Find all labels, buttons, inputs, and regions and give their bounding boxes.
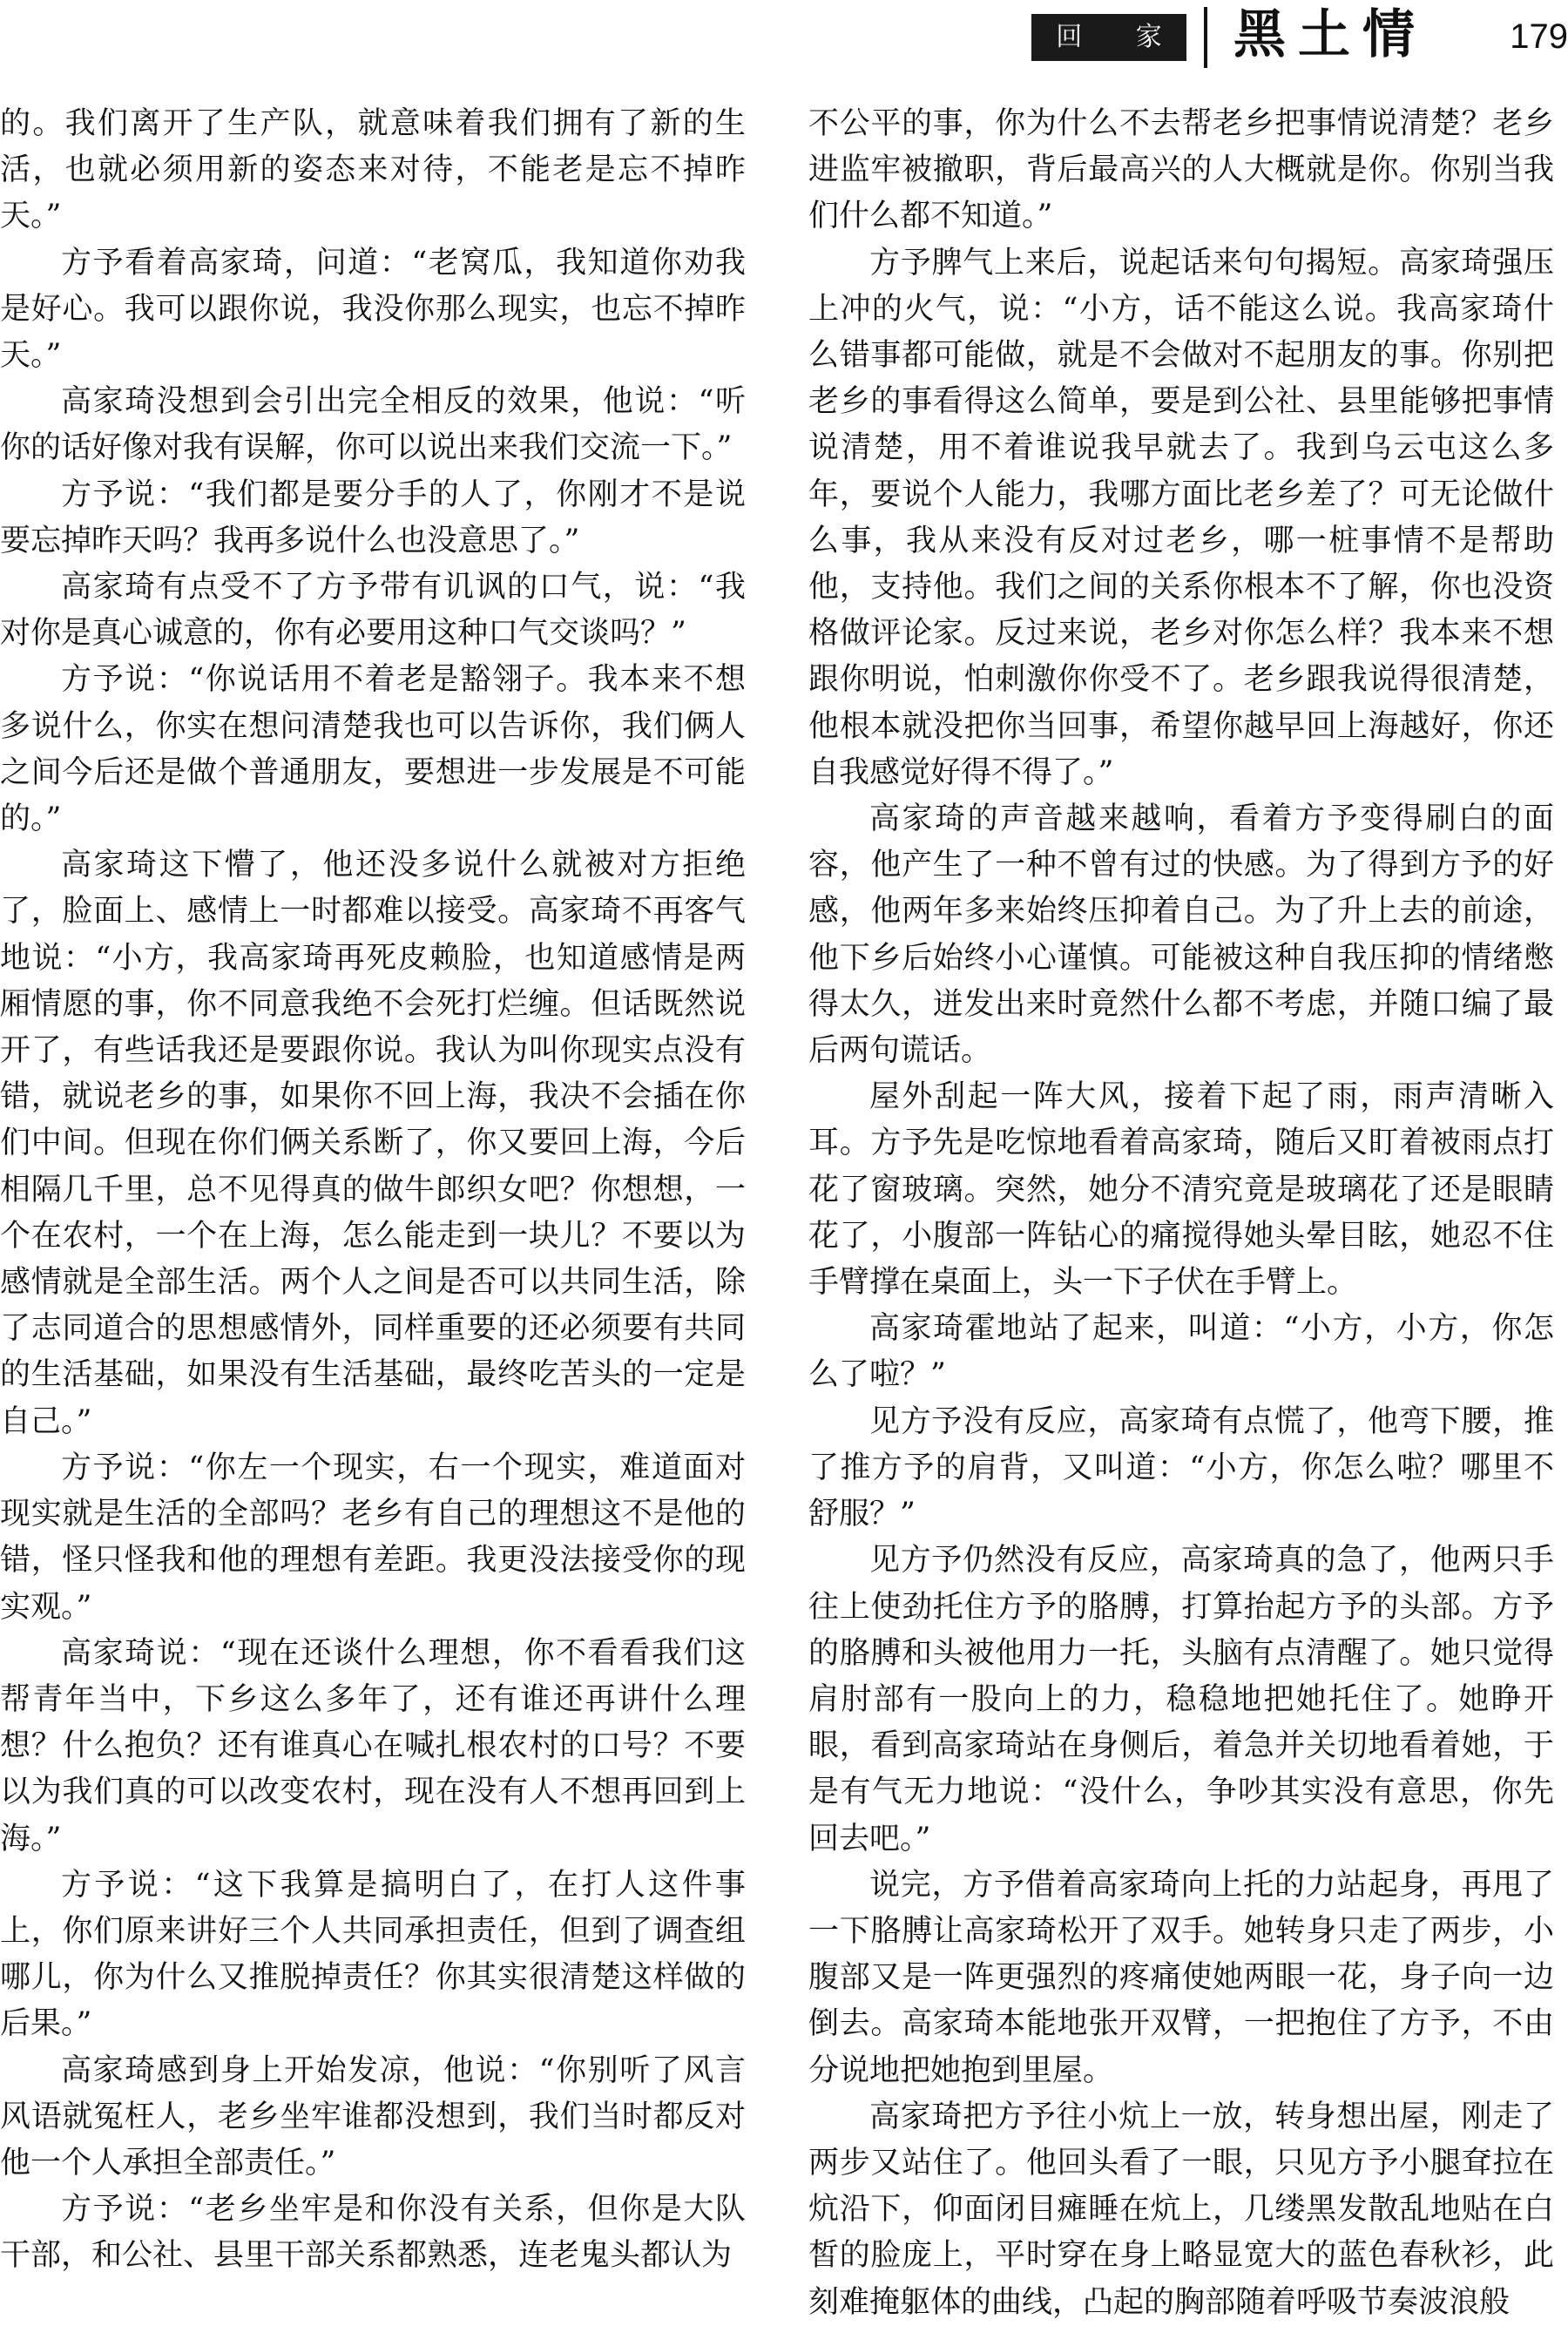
right-column <box>808 101 1554 2320</box>
magazine-title-logo: 黑土情 <box>1233 4 1427 65</box>
paragraph: 高家琦把方予往小炕上一放，转身想出屋，刚走了两步又站住了。他回头看了一眼，只见方予小腿耷拉在炕沿下，仰面闭目瘫睡在炕上，几缕黑发散乱地贴在白皙的脸庞上，平时穿在身上略显宽大的蓝色春秋衫，此刻难掩躯体的曲线，凸起的胸部随着呼吸节奏波浪般 <box>808 2099 1554 2320</box>
paragraph: 方予说：“我们都是要分手的人了，你刚才不是说要忘掉昨天吗？我再多说什么也没意思了。” <box>0 477 746 558</box>
paragraph: 方予说：“老乡坐牢是和你没有关系，但你是大队干部，和公社、县里干部关系都熟悉，连老鬼头都认为 <box>0 2192 746 2274</box>
paragraph: 方予说：“你说话用不着老是豁翎子。我本来不想多说什么，你实在想问清楚我也可以告诉你，我们俩人之间今后还是做个普通朋友，要想进一步发展是不可能的。” <box>0 662 746 837</box>
paragraph: 见方予仍然没有反应，高家琦真的急了，他两只手往上使劲托住方予的胳膊，打算抬起方予的头部。方予的胳膊和头被他用力一托，头脑有点清醒了。她只觉得肩肘部有一股向上的力，稳稳地把她托住了。她睁开眼，看到高家琦站在身侧后，着急并关切地看着她，于是有气无力地说：“没什么，争吵其实没有意思，你先回去吧。” <box>808 1543 1554 1856</box>
paragraph: 高家琦感到身上开始发凉，他说：“你别听了风言风语就冤枉人，老乡坐牢谁都没想到，我们当时都反对他一个人承担全部责任。” <box>0 2052 746 2181</box>
page-header <box>0 0 1568 70</box>
paragraph: 方予说：“这下我算是搞明白了，在打人这件事上，你们原来讲好三个人共同承担责任，但到了调查组哪儿，你为什么又推脱掉责任？你其实很清楚这样做的后果。” <box>0 1867 746 2042</box>
paragraph: 说完，方予借着高家琦向上托的力站起身，再甩了一下胳膊让高家琦松开了双手。她转身只走了两步，小腹部又是一阵更强烈的疼痛使她两眼一花，身子向一边倒去。高家琦本能地张开双臂，一把抱住了方予，不由分说地把她抱到里屋。 <box>808 1867 1554 2088</box>
paragraph: 高家琦没想到会引出完全相反的效果，他说：“听你的话好像对我有误解，你可以说出来我们交流一下。” <box>0 384 746 466</box>
paragraph: 高家琦的声音越来越响，看着方予变得刷白的面容，他产生了一种不曾有过的快感。为了得到方予的好感，他两年多来始终压抑着自己。为了升上去的前途，他下乡后始终小心谨慎。可能被这种自我压抑的情绪憋得太久，迸发出来时竟然什么都不考虑，并随口编了最后两句谎话。 <box>808 801 1554 1069</box>
page-number: 179 <box>1510 17 1568 56</box>
paragraph: 高家琦说：“现在还谈什么理想，你不看看我们这帮青年当中，下乡这么多年了，还有谁还再讲什么理想？什么抱负？还有谁真心在喊扎根农村的口号？不要以为我们真的可以改变农村，现在没有人不想再回到上海。” <box>0 1635 746 1856</box>
paragraph: 屋外刮起一阵大风，接着下起了雨，雨声清晰入耳。方予先是吃惊地看着高家琦，随后又盯着被雨点打花了窗玻璃。突然，她分不清究竟是玻璃花了还是眼睛花了，小腹部一阵钻心的痛搅得她头晕目眩，她忍不住手臂撑在桌面上，头一下子伏在手臂上。 <box>808 1079 1554 1301</box>
paragraph: 见方予没有反应，高家琦有点慌了，他弯下腰，推了推方予的肩背，又叫道：“小方，你怎么啦？哪里不舒服？” <box>808 1403 1554 1532</box>
paragraph: 不公平的事，你为什么不去帮老乡把事情说清楚？老乡进监牢被撤职，背后最高兴的人大概就是你。你别当我们什么都不知道。” <box>808 106 1554 234</box>
left-column <box>0 101 746 2274</box>
paragraph: 方予脾气上来后，说起话来句句揭短。高家琦强压上冲的火气，说：“小方，话不能这么说。我高家琦什么错事都可能做，就是不会做对不起朋友的事。你别把老乡的事看得这么简单，要是到公社、县里能够把事情说清楚，用不着谁说我早就去了。我到乌云屯这么多年，要说个人能力，我哪方面比老乡差了？可无论做什么事，我从来没有反对过老乡，哪一桩事情不是帮助他，支持他。我们之间的关系你根本不了解，你也没资格做评论家。反过来说，老乡对你怎么样？我本来不想跟你明说，怕刺激你你受不了。老乡跟我说得很清楚，他根本就没把你当回事，希望你越早回上海越好，你还自我感觉好得不得了。” <box>808 245 1554 790</box>
section-label: 回 家 <box>1031 14 1186 61</box>
paragraph: 的。我们离开了生产队，就意味着我们拥有了新的生活，也就必须用新的姿态来对待，不能老是忘不掉昨天。” <box>0 106 746 234</box>
paragraph: 方予看着高家琦，问道：“老窝瓜，我知道你劝我是好心。我可以跟你说，我没你那么现实，也忘不掉昨天。” <box>0 245 746 374</box>
paragraph: 高家琦有点受不了方予带有讥讽的口气，说：“我对你是真心诚意的，你有必要用这种口气交谈吗？” <box>0 570 746 652</box>
paragraph: 方予说：“你左一个现实，右一个现实，难道面对现实就是生活的全部吗？老乡有自己的理想这不是他的错，怪只怪我和他的理想有差距。我更没法接受你的现实观。” <box>0 1450 746 1625</box>
paragraph: 高家琦霍地站了起来，叫道：“小方，小方，你怎么了啦？” <box>808 1311 1554 1393</box>
paragraph: 高家琦这下懵了，他还没多说什么就被对方拒绝了，脸面上、感情上一时都难以接受。高家琦不再客气地说：“小方，我高家琦再死皮赖脸，也知道感情是两厢情愿的事，你不同意我绝不会死打烂缠。但话既然说开了，有些话我还是要跟你说。我认为叫你现实点没有错，就说老乡的事，如果你不回上海，我决不会插在你们中间。但现在你们俩关系断了，你又要回上海，今后相隔几千里，总不见得真的做牛郎织女吧？你想想，一个在农村，一个在上海，怎么能走到一块儿？不要以为感情就是全部生活。两个人之间是否可以共同生活，除了志同道合的思想感情外，同样重要的还必须要有共同的生活基础，如果没有生活基础，最终吃苦头的一定是自己。” <box>0 848 746 1439</box>
header-divider <box>1204 7 1207 68</box>
